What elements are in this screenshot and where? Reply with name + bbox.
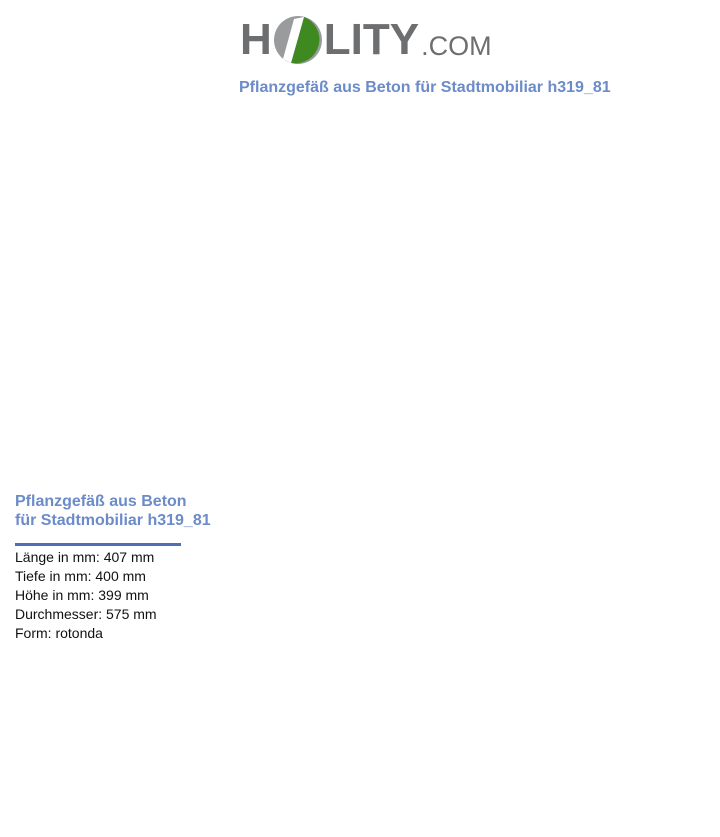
holity-logo[interactable] — [240, 12, 492, 68]
page-title: Pflanzgefäß aus Beton für Stadtmobiliar h319_81 — [239, 79, 611, 96]
spec-list — [15, 548, 255, 643]
logo-letters-lity: LITY — [323, 15, 420, 64]
title-divider — [15, 543, 181, 546]
spec-shape: Form: rotonda — [15, 625, 103, 641]
logo-wordmark — [240, 15, 492, 65]
spec-length: Länge in mm: 407 mm — [15, 549, 155, 565]
spec-depth: Tiefe in mm: 400 mm — [15, 568, 146, 584]
logo-letter-h: H — [240, 15, 272, 64]
product-title-line-1: Pflanzgefäß aus Beton — [15, 493, 187, 510]
logo-suffix: .COM — [421, 30, 492, 61]
product-info — [15, 492, 255, 643]
logo-o-mark-icon — [273, 15, 323, 65]
spec-height: Höhe in mm: 399 mm — [15, 587, 149, 603]
product-title — [15, 492, 255, 530]
spec-diameter: Durchmesser: 575 mm — [15, 606, 157, 622]
product-title-line-2: für Stadtmobiliar h319_81 — [15, 512, 211, 529]
